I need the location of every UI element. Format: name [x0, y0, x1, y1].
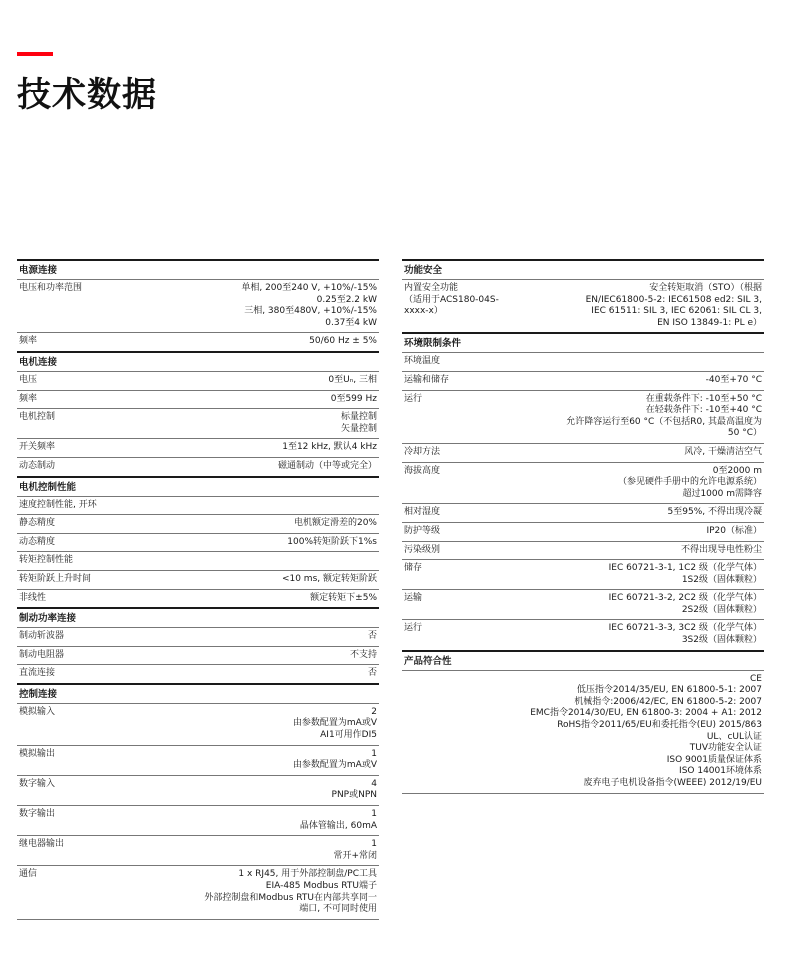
- spec-section: [17, 351, 379, 476]
- spec-value: 4 PNP或NPN: [331, 778, 377, 801]
- spec-value: [440, 356, 762, 368]
- section-header: 制动功率连接: [17, 607, 379, 627]
- spec-row: [17, 627, 379, 646]
- spec-value: 0至599 Hz: [330, 393, 377, 404]
- section-header: 功能安全: [402, 259, 764, 279]
- spec-value: 单相, 200至240 V, +10%/-15% 0.25至2.2 kW 三相, 380至480V, +10%/-15% 0.37至4 kW: [241, 283, 377, 328]
- spec-row: [17, 865, 379, 918]
- spec-value: [73, 555, 377, 567]
- spec-value: 不支持: [349, 649, 377, 660]
- accent-bar: [17, 52, 53, 56]
- spec-label: 电压和功率范围: [19, 283, 83, 293]
- spec-value: 1 晶体管输出, 60mA: [299, 809, 377, 831]
- spec-section: [17, 607, 379, 683]
- spec-label: 运输: [404, 593, 423, 604]
- spec-value: IEC 60721-3-2, 2C2 级（化学气体） 2S2级（固体颗粒）: [608, 593, 762, 615]
- spec-row: [402, 589, 764, 619]
- spec-value: 50/60 Hz ± 5%: [309, 336, 377, 347]
- spec-value: CE 低压指令2014/35/EU, EN 61800-5-1: 2007 机械指令:2006/42/EC, EN 61800-5-2: 2007 EMC指令2014/30/EU, EN 61800-3: 2004 + A1: 2012 RoHS指令2011/65/EU和委托指令(EU) 2015/863 UL、cUL认证 TUV功能安全认证 ISO 9001质量保证体系 ISO 14001环境体系 废弃电子电机设备指令(WEEE) 2012/19/EU: [530, 673, 762, 788]
- spec-row: [402, 522, 764, 541]
- spec-row: [402, 352, 764, 371]
- spec-label: 转矩控制性能: [19, 555, 74, 566]
- spec-label: 数字输入: [19, 778, 56, 789]
- spec-value: 1 常开+常闭: [333, 839, 377, 861]
- spec-label: 电机控制: [19, 412, 56, 423]
- spec-label: 非线性: [19, 592, 47, 603]
- spec-label: 频率: [19, 393, 38, 404]
- spec-value: <10 ms, 额定转矩阶跃: [281, 573, 377, 584]
- spec-label: 防护等级: [404, 525, 441, 536]
- spec-label: 污染级别: [404, 544, 441, 555]
- spec-value: 1 由参数配置为mA或V: [292, 748, 377, 771]
- spec-label: 动态制动: [19, 460, 56, 471]
- spec-row: [17, 457, 379, 476]
- section-header: 电源连接: [17, 259, 379, 279]
- spec-value: 5至95%, 不得出现冷凝: [667, 507, 762, 518]
- spec-label: 静态精度: [19, 518, 56, 529]
- spec-row: [402, 559, 764, 589]
- spec-row: [402, 503, 764, 522]
- spec-row: [402, 541, 764, 560]
- spec-value: 否: [367, 631, 377, 642]
- spec-value: -40至+70 °C: [705, 374, 762, 385]
- spec-label: 动态精度: [19, 536, 56, 547]
- spec-row: [17, 775, 379, 805]
- spec-value: IEC 60721-3-3, 3C2 级（化学气体） 3S2级（固体颗粒）: [608, 623, 762, 646]
- spec-label: 运行: [404, 623, 423, 634]
- spec-row: [17, 551, 379, 570]
- spec-row: [17, 646, 379, 665]
- spec-value: 不得出现导电性粉尘: [680, 544, 762, 555]
- spec-value: 磁通制动（中等或完全）: [277, 460, 377, 471]
- spec-row: [402, 390, 764, 443]
- spec-row: [402, 462, 764, 504]
- spec-row: [17, 438, 379, 457]
- spec-section: [402, 650, 764, 793]
- spec-row: [402, 279, 764, 332]
- spec-label: 继电器输出: [19, 839, 65, 850]
- spec-row: [17, 514, 379, 533]
- spec-section: [17, 259, 379, 351]
- spec-row: [402, 670, 764, 793]
- spec-row: [17, 745, 379, 775]
- spec-row: [17, 371, 379, 390]
- spec-value: 在重载条件下: -10至+50 °C 在轻载条件下: -10至+40 °C 允许降容运行至60 °C（不包括R0, 其最高温度为 50 °C）: [566, 393, 762, 439]
- section-header: 控制连接: [17, 683, 379, 703]
- spec-value: 1 x RJ45, 用于外部控制盘/PC工具 EIA-485 Modbus RTU端子 外部控制盘和Modbus RTU在内部共享同一 端口, 不可同时使用: [204, 869, 377, 915]
- spec-label: 速度控制性能, 开环: [19, 499, 97, 510]
- spec-value: IEC 60721-3-1, 1C2 级（化学气体） 1S2级（固体颗粒）: [608, 563, 762, 585]
- spec-row: [17, 805, 379, 835]
- spec-row: [402, 619, 764, 649]
- spec-value: 2 由参数配置为mA或V AI1可用作DI5: [292, 706, 377, 741]
- spec-label: 海拔高度: [404, 465, 441, 476]
- spec-label: 开关频率: [19, 442, 56, 453]
- spec-section: [402, 259, 764, 332]
- spec-value: 100%转矩阶跃下1%s: [287, 536, 377, 547]
- spec-label: 储存: [404, 563, 423, 574]
- spec-label: 相对湿度: [404, 507, 441, 518]
- section-header: 环境限制条件: [402, 332, 764, 352]
- spec-value: 安全转矩取消（STO）（根据 EN/IEC61800-5-2: IEC61508 ed2: SIL 3, IEC 61511: SIL 3, IEC 62061: SIL CL 3, EN ISO 13849-1: PL e）: [585, 283, 762, 328]
- spec-label: 制动电阻器: [19, 649, 65, 660]
- spec-label: 冷却方法: [404, 446, 441, 457]
- spec-row: [17, 664, 379, 683]
- spec-label: 模拟输出: [19, 748, 56, 759]
- spec-value: 否: [367, 668, 377, 679]
- section-header: 电机控制性能: [17, 476, 379, 496]
- spec-label: 运行: [404, 393, 423, 404]
- spec-label: 运输和储存: [404, 374, 450, 385]
- spec-row: [17, 390, 379, 409]
- spec-label: 通信: [19, 869, 38, 880]
- spec-row: [17, 589, 379, 608]
- spec-label: 频率: [19, 336, 38, 347]
- section-header: 电机连接: [17, 351, 379, 371]
- spec-value: 0至Uₙ, 三相: [328, 374, 377, 385]
- spec-row: [17, 835, 379, 865]
- spec-label: 环境温度: [404, 356, 441, 367]
- spec-value: 额定转矩下±5%: [310, 592, 377, 603]
- spec-value: 标量控制 矢量控制: [340, 412, 377, 434]
- spec-value: 电机额定滑差的20%: [293, 518, 377, 529]
- spec-row: [402, 371, 764, 390]
- spec-row: [17, 408, 379, 438]
- left-column: [17, 259, 379, 920]
- page-title: 技术数据: [17, 75, 157, 115]
- section-header: 产品符合性: [402, 650, 764, 670]
- spec-row: [17, 279, 379, 332]
- spec-value: 风冷, 干燥清洁空气: [684, 446, 762, 457]
- spec-label: 模拟输入: [19, 706, 56, 717]
- spec-section: [402, 332, 764, 649]
- spec-value: [97, 500, 377, 512]
- table-end-rule: [17, 919, 379, 920]
- spec-label: 内置安全功能 （适用于ACS180-04S- xxxx-x）: [404, 283, 499, 317]
- spec-row: [17, 703, 379, 745]
- spec-row: [402, 443, 764, 462]
- spec-value: 0至2000 m （参见硬件手册中的允许电源系统） 超过1000 m需降容: [617, 465, 762, 499]
- spec-row: [17, 496, 379, 515]
- spec-section: [17, 683, 379, 919]
- spec-value: IP20（标准）: [706, 525, 762, 536]
- spec-label: 制动斩波器: [19, 631, 65, 642]
- spec-row: [17, 570, 379, 589]
- spec-label: 转矩阶跃上升时间: [19, 573, 92, 584]
- spec-value: 1至12 kHz, 默认4 kHz: [282, 442, 377, 453]
- spec-section: [17, 476, 379, 608]
- spec-row: [17, 332, 379, 351]
- spec-label: 数字输出: [19, 809, 56, 820]
- spec-label: 电压: [19, 374, 38, 385]
- right-column: [402, 259, 764, 794]
- spec-label: 直流连接: [19, 668, 56, 679]
- table-end-rule: [402, 793, 764, 794]
- spec-row: [17, 533, 379, 552]
